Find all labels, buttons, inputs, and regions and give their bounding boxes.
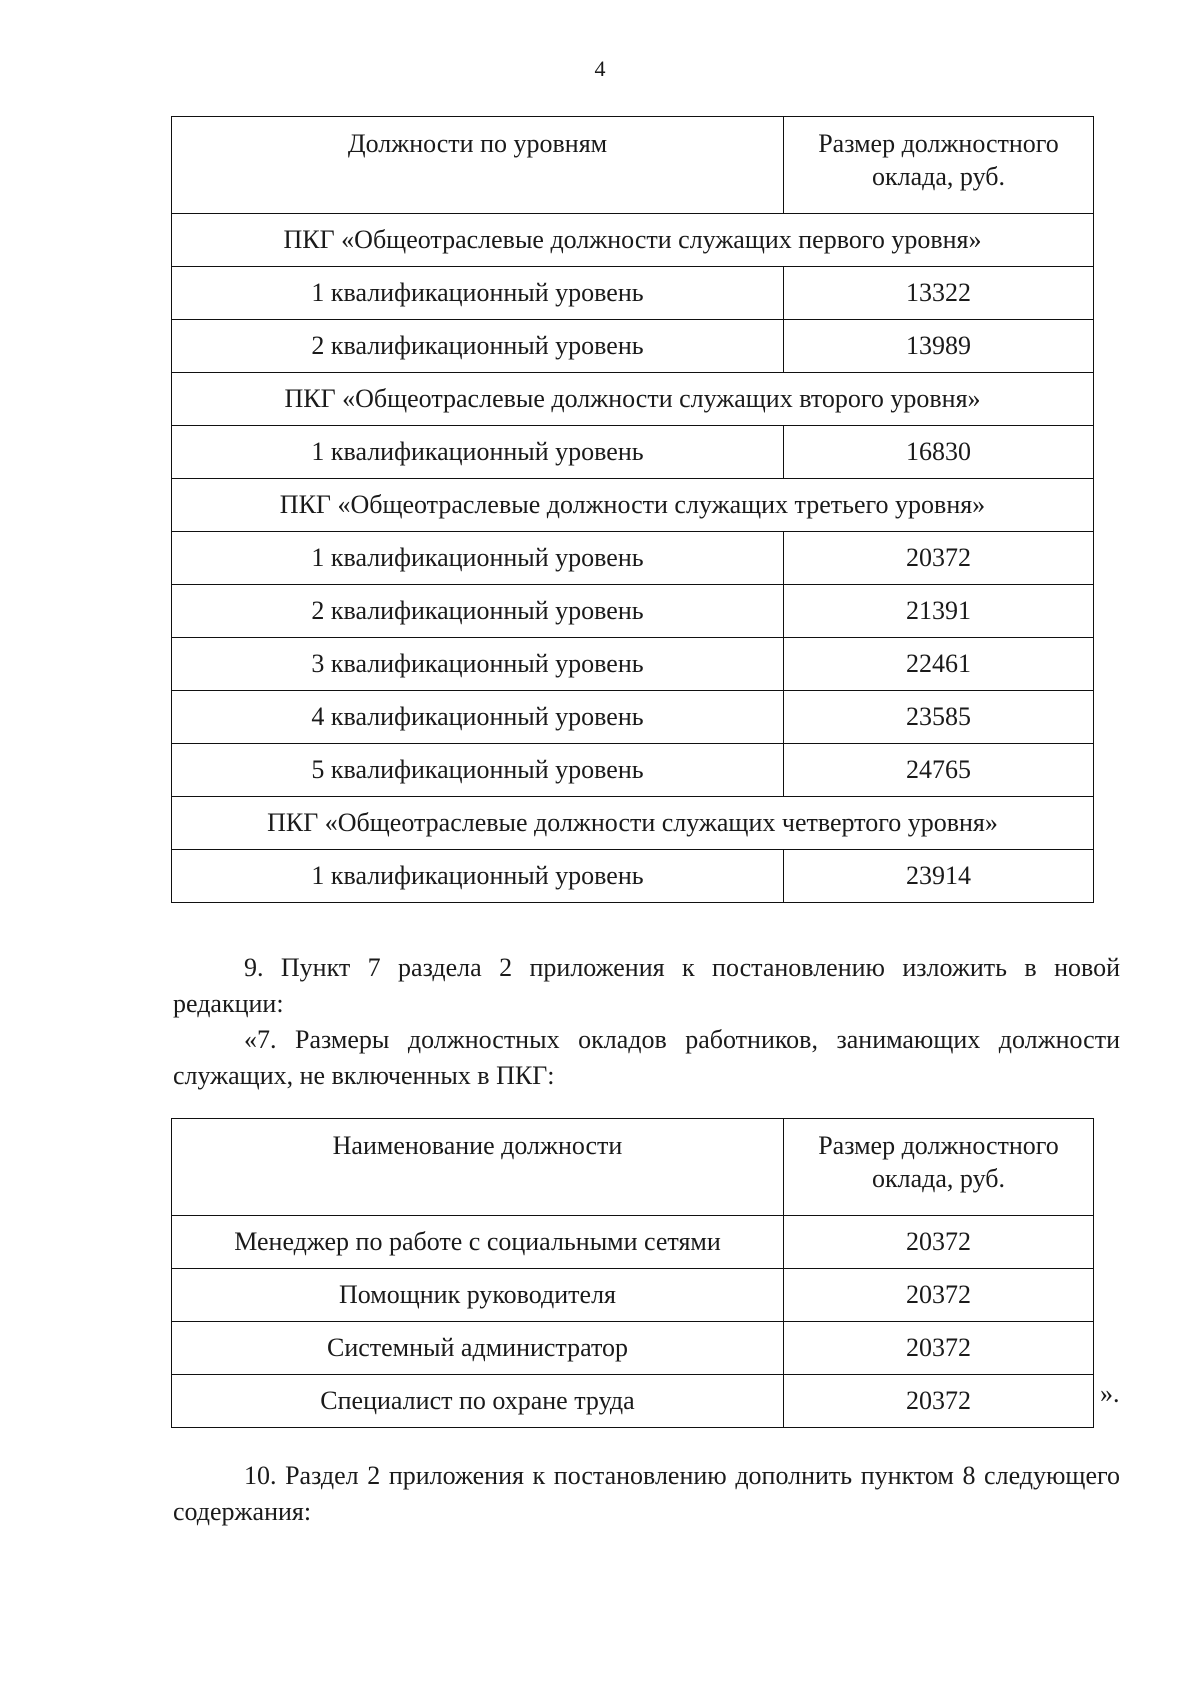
table-row [172, 850, 1094, 903]
table-header-row [172, 1119, 1094, 1216]
level-cell: 2 квалификационный уровень [172, 585, 784, 638]
table-row [172, 744, 1094, 797]
salary-cell: 21391 [784, 585, 1094, 638]
group-title: ПКГ «Общеотраслевые должности служащих четвертого уровня» [172, 797, 1094, 850]
position-cell: Помощник руководителя [172, 1269, 784, 1322]
table-row [172, 267, 1094, 320]
table-row [172, 1269, 1094, 1322]
table-row [172, 585, 1094, 638]
level-cell: 3 квалификационный уровень [172, 638, 784, 691]
table-row [172, 532, 1094, 585]
group-title: ПКГ «Общеотраслевые должности служащих третьего уровня» [172, 479, 1094, 532]
salary-cell: 16830 [784, 426, 1094, 479]
group-title: ПКГ «Общеотраслевые должности служащих второго уровня» [172, 373, 1094, 426]
table-row [172, 426, 1094, 479]
level-cell: 1 квалификационный уровень [172, 850, 784, 903]
level-cell: 2 квалификационный уровень [172, 320, 784, 373]
table-row [172, 1322, 1094, 1375]
paragraph-10: 10. Раздел 2 приложения к постановлению дополнить пунктом 8 следующего содержания: [173, 1461, 1120, 1526]
salary-cell: 20372 [784, 1216, 1094, 1269]
group-row [172, 373, 1094, 426]
salary-table-pkg [171, 116, 1094, 903]
page-number: 4 [594, 56, 606, 81]
salary-cell: 20372 [784, 1322, 1094, 1375]
salary-cell: 20372 [784, 1375, 1094, 1428]
level-cell: 4 квалификационный уровень [172, 691, 784, 744]
level-cell: 1 квалификационный уровень [172, 426, 784, 479]
paragraph-9: 9. Пункт 7 раздела 2 приложения к постановлению изложить в новой редакции: [173, 953, 1120, 1018]
table-row [172, 1375, 1094, 1428]
salary-cell: 13989 [784, 320, 1094, 373]
paragraph-9-quote: «7. Размеры должностных окладов работников, занимающих должности служащих, не включенных в ПКГ: [173, 1025, 1120, 1090]
position-cell: Менеджер по работе с социальными сетями [172, 1216, 784, 1269]
level-cell: 5 квалификационный уровень [172, 744, 784, 797]
group-row [172, 797, 1094, 850]
group-row [172, 214, 1094, 267]
table-row [172, 691, 1094, 744]
table-row [172, 1216, 1094, 1269]
salary-cell: 23914 [784, 850, 1094, 903]
level-cell: 1 квалификационный уровень [172, 267, 784, 320]
column-header-salary: Размер должностного оклада, руб. [784, 117, 1094, 214]
salary-cell: 20372 [784, 532, 1094, 585]
column-header-positions: Должности по уровням [172, 117, 784, 214]
position-cell: Системный администратор [172, 1322, 784, 1375]
salary-cell: 20372 [784, 1269, 1094, 1322]
position-cell: Специалист по охране труда [172, 1375, 784, 1428]
table-header-row [172, 117, 1094, 214]
salary-cell: 24765 [784, 744, 1094, 797]
salary-cell: 23585 [784, 691, 1094, 744]
column-header-position-name: Наименование должности [172, 1119, 784, 1216]
group-row [172, 479, 1094, 532]
salary-table-other-positions [171, 1118, 1094, 1428]
table-row [172, 320, 1094, 373]
salary-cell: 22461 [784, 638, 1094, 691]
level-cell: 1 квалификационный уровень [172, 532, 784, 585]
closing-quote: ». [1100, 1379, 1120, 1408]
column-header-salary: Размер должностного оклада, руб. [784, 1119, 1094, 1216]
table-row [172, 638, 1094, 691]
group-title: ПКГ «Общеотраслевые должности служащих первого уровня» [172, 214, 1094, 267]
salary-cell: 13322 [784, 267, 1094, 320]
